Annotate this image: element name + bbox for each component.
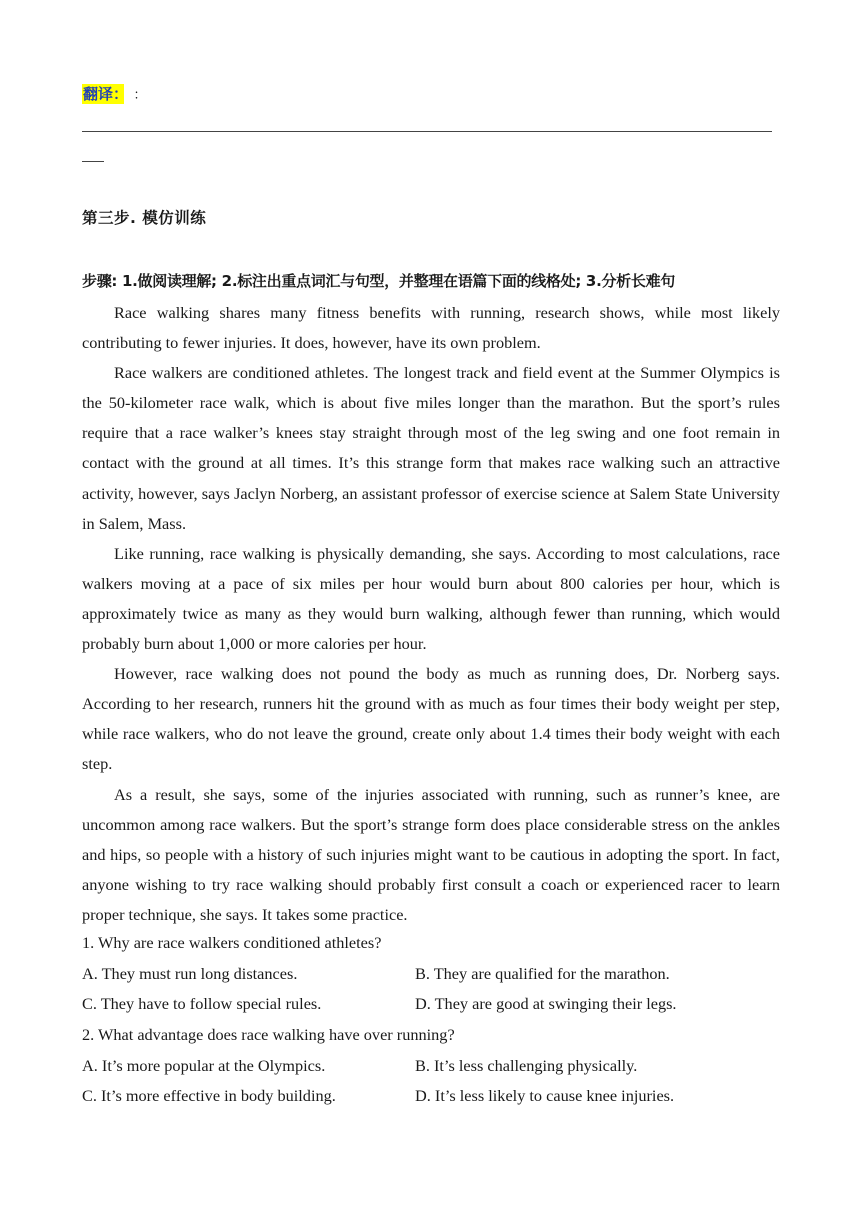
passage-paragraph-2: Race walkers are conditioned athletes. The longest track and field event at the Summer Olympics is the 50-kilometer race walk, which is about five miles longer than the marathon. But the sport’s rules require that a race walker’s knees stay straight through most of the leg swing and one foot remain in contact with the ground at all times. It’s this strange form that makes race walking such an attractive activity, however, says Jaclyn Norberg, an assistant professor of exercise science at Salem State University in Salem, Mass. [82, 363, 780, 533]
question-2-option-a: A. It’s more popular at the Olympics. [82, 1056, 326, 1075]
question-1-text: 1. Why are race walkers conditioned athletes? [82, 933, 382, 952]
question-2-option-b: B. It’s less challenging physically. [415, 1056, 638, 1075]
question-1-option-b: B. They are qualified for the marathon. [415, 964, 670, 983]
question-2-text: 2. What advantage does race walking have over running? [82, 1025, 455, 1044]
translation-prompt [82, 84, 147, 106]
question-1-option-c: C. They have to follow special rules. [82, 994, 322, 1013]
passage-paragraph-4: However, race walking does not pound the body as much as running does, Dr. Norberg says. According to her research, runners hit the ground with as much as four times their body weight per step, while race walkers, who do not leave the ground, create only about 1.4 times their body weight with each step. [82, 664, 780, 774]
passage-paragraph-3: Like running, race walking is physically demanding, she says. According to most calculations, race walkers moving at a pace of six miles per hour would burn about 800 calories per hour, which is approximately twice as many as they would burn walking, although fewer than running, which would probably burn about 1,000 or more calories per hour. [82, 543, 780, 654]
question-2-option-c: C. It’s more effective in body building. [82, 1086, 336, 1105]
question-1-option-d: D. They are good at swinging their legs. [415, 994, 677, 1013]
translation-colon: ： [133, 88, 147, 103]
section-title: 第三步. 模仿训练 [82, 209, 207, 227]
question-1-option-a: A. They must run long distances. [82, 964, 298, 983]
answer-line [82, 131, 772, 132]
answer-line-continuation [82, 161, 104, 162]
question-2-option-d: D. It’s less likely to cause knee injuries. [415, 1086, 675, 1105]
translation-label: 翻译： [82, 84, 124, 104]
passage-paragraph-5: As a result, she says, some of the injuries associated with running, such as runner’s knee, are uncommon among race walkers. But the sport’s strange form does place considerable stress on the ankles and hips, so people with a history of such injuries might want to be cautious in adopting the sport. In fact, anyone wishing to try race walking should probably first consult a coach or experienced racer to learn proper technique, she says. It takes some practice. [82, 784, 780, 924]
reading-passage [82, 298, 780, 930]
passage-paragraph-1: Race walking shares many fitness benefits with running, research shows, while most likely contributing to fewer injuries. It does, however, have its own problem. [82, 303, 780, 353]
steps-instructions: 步骤: 1.做阅读理解; 2.标注出重点词汇与句型，并整理在语篇下面的线格处; 3.分析长难句 [82, 272, 675, 290]
